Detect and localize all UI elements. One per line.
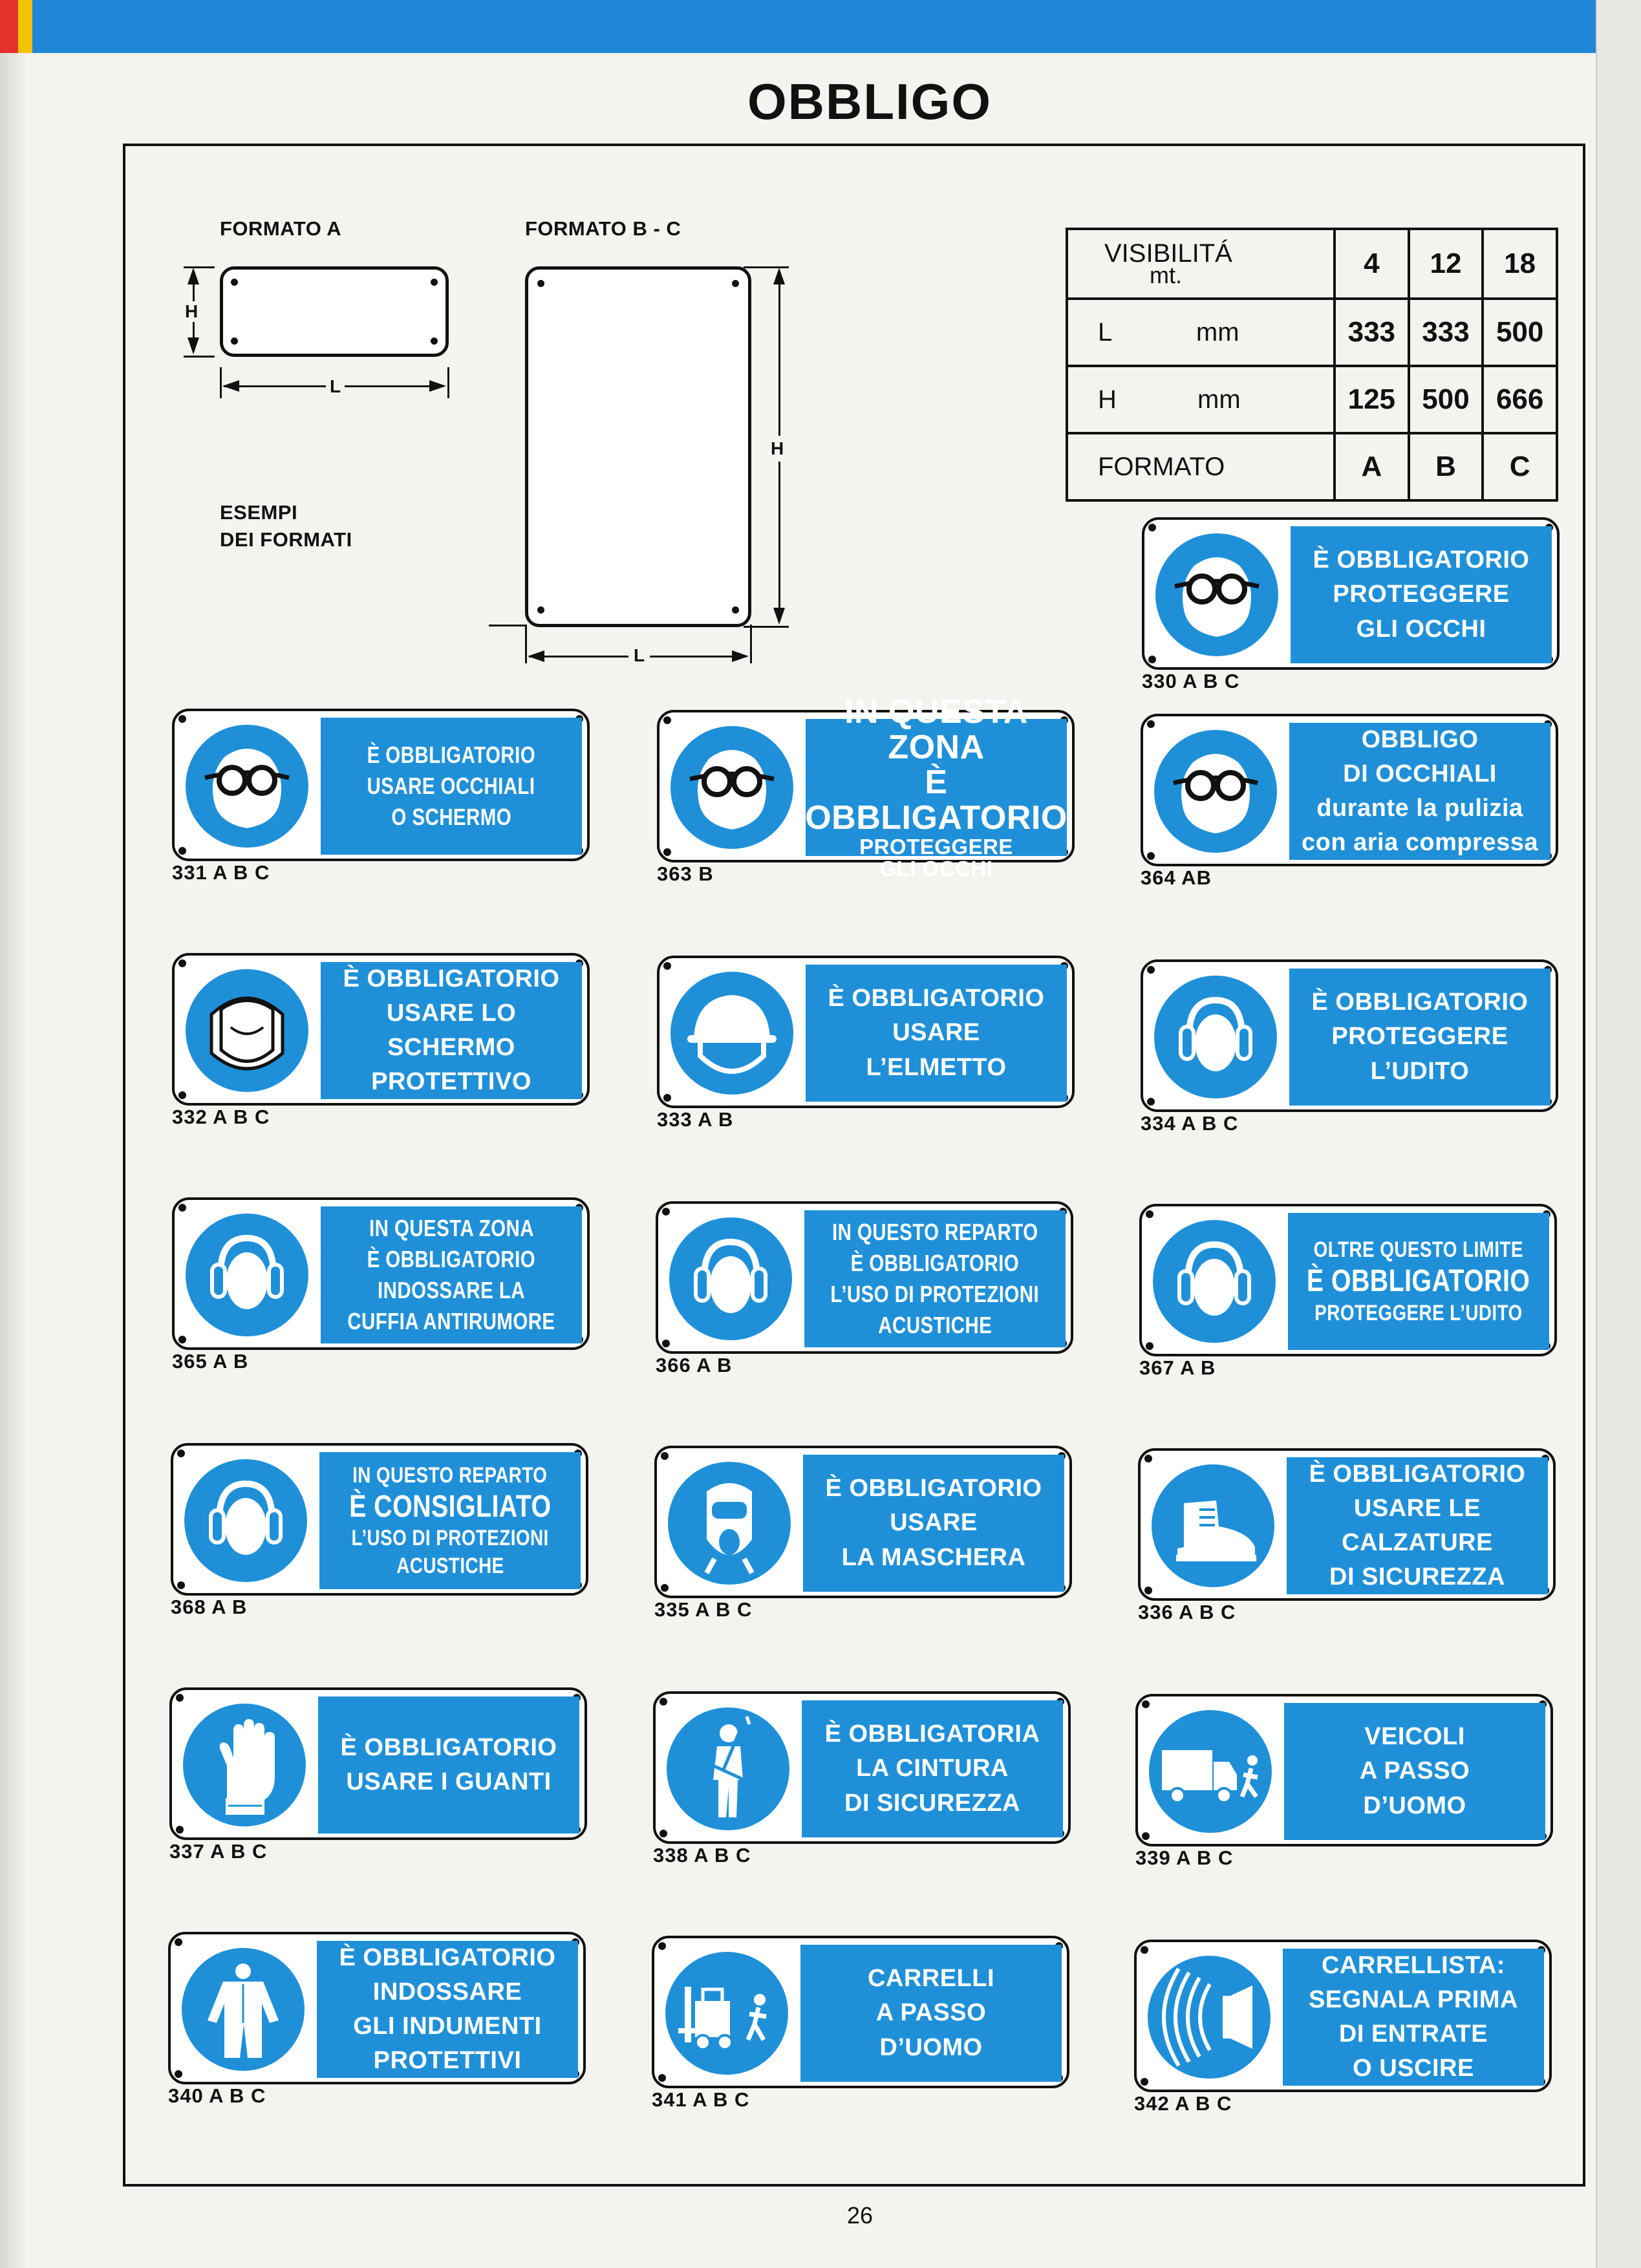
sign-368 xyxy=(171,1443,588,1596)
sign-text-panel xyxy=(802,1700,1063,1837)
mounting-hole xyxy=(178,1336,186,1343)
sign-text-panel xyxy=(1284,1703,1545,1840)
sign-code: 332 A B C xyxy=(172,1106,270,1128)
sign-code: 330 A B C xyxy=(1142,670,1240,692)
glove-icon xyxy=(181,1702,308,1828)
page-title: OBBLIGO xyxy=(747,73,992,130)
sign-text-line: A PASSO xyxy=(1359,1757,1470,1785)
visibility-header-cell xyxy=(1067,229,1335,299)
top-yellow-stripe xyxy=(18,0,32,53)
sign-text-line: PROTETTIVO xyxy=(371,1068,531,1096)
sign-text-line: PROTEGGERE xyxy=(1333,581,1510,608)
mounting-hole xyxy=(178,1091,186,1099)
sign-text-line: PROTETTIVI xyxy=(373,2047,522,2075)
table-cell: 125 xyxy=(1335,366,1409,433)
sign-text-line: O SCHERMO xyxy=(391,803,511,830)
sign-text-panel xyxy=(319,1452,581,1589)
forklift-pedestrian-icon xyxy=(663,1950,790,2077)
sign-code: 367 A B xyxy=(1139,1356,1216,1379)
sign-340 xyxy=(168,1932,586,2084)
sign-code: 365 A B xyxy=(172,1350,249,1373)
sign-text-line: L’ELMETTO xyxy=(866,1053,1007,1081)
sign-text-panel xyxy=(318,1696,579,1834)
sign-code: 337 A B C xyxy=(169,1840,268,1863)
safety-boot-icon xyxy=(1150,1462,1276,1589)
sign-text-line: È OBBLIGATORIO xyxy=(1309,1460,1526,1488)
mounting-hole xyxy=(663,962,671,970)
sign-text-line: È OBBLIGATORIO xyxy=(367,742,536,769)
sign-331 xyxy=(172,709,590,861)
visibility-unit: mt. xyxy=(1150,262,1182,288)
sign-text-panel xyxy=(1283,1949,1544,2086)
row-formato-label: FORMATO xyxy=(1098,452,1225,481)
sign-text-line: È OBBLIGATORIO xyxy=(828,985,1045,1012)
ear-protection-icon xyxy=(182,1457,309,1584)
sign-text-line: IN QUESTO REPARTO xyxy=(831,1219,1038,1246)
row-formato-label-cell xyxy=(1067,433,1335,500)
ear-protection-icon xyxy=(1151,1218,1278,1345)
sign-text-line: DI SICUREZZA xyxy=(1329,1563,1505,1591)
sign-text-line: USARE xyxy=(890,1509,978,1537)
sign-text-line: L’USO DI PROTEZIONI xyxy=(351,1526,549,1551)
row-h-label: H xyxy=(1098,385,1117,414)
mounting-hole xyxy=(663,716,671,724)
sign-text-line: USARE OCCHIALI xyxy=(367,773,535,800)
sign-339 xyxy=(1135,1694,1553,1846)
sign-332 xyxy=(172,953,590,1106)
mounting-hole xyxy=(176,1694,184,1702)
sign-code: 338 A B C xyxy=(653,1844,751,1867)
sign-336 xyxy=(1138,1448,1556,1601)
mounting-hole xyxy=(1146,1342,1153,1350)
mounting-hole xyxy=(660,1698,667,1706)
sign-text-panel xyxy=(1289,968,1550,1106)
sign-337 xyxy=(169,1687,587,1840)
sign-text-line: USARE LE xyxy=(1353,1494,1481,1522)
safety-harness-icon xyxy=(665,1706,791,1832)
sign-text-line: È OBBLIGATORIO xyxy=(340,1733,557,1761)
sign-text-line: con aria compressa xyxy=(1302,829,1538,857)
goggles-icon xyxy=(669,724,795,851)
mounting-hole xyxy=(175,2070,182,2078)
row-h-label-cell xyxy=(1067,366,1335,433)
sign-text-line: L’UDITO xyxy=(1370,1057,1470,1085)
format-a-l-label: L xyxy=(326,376,345,397)
mounting-hole xyxy=(663,848,671,856)
format-a-h-label: H xyxy=(185,301,198,321)
mounting-hole xyxy=(1141,1946,1148,1954)
sign-text-line: O USCIRE xyxy=(1353,2055,1474,2082)
mounting-hole xyxy=(1148,524,1156,531)
sign-text-line: CUFFIA ANTIRUMORE xyxy=(347,1307,555,1334)
sign-text-line: DI SICUREZZA xyxy=(844,1789,1020,1817)
sign-text-line: È OBBLIGATORIO xyxy=(1307,1264,1530,1299)
table-cell: 333 xyxy=(1409,299,1483,366)
sign-text-panel xyxy=(800,1945,1062,2082)
sign-text-line: L’USO DI PROTEZIONI xyxy=(830,1281,1040,1307)
sign-text-line: È OBBLIGATORIO xyxy=(339,1943,556,1971)
mounting-hole xyxy=(660,1830,667,1837)
table-cell: 500 xyxy=(1483,299,1557,366)
mounting-hole xyxy=(178,715,186,723)
mounting-hole xyxy=(661,1584,669,1592)
sign-333 xyxy=(657,956,1075,1108)
sign-text-panel xyxy=(321,1206,582,1343)
sign-code: 335 A B C xyxy=(654,1598,753,1621)
format-a-label: FORMATO A xyxy=(220,217,342,240)
sign-text-line: SEGNALA PRIMA xyxy=(1309,1985,1518,2013)
sign-335 xyxy=(654,1446,1072,1598)
sign-code: 363 B xyxy=(657,862,714,885)
sign-code: 368 A B xyxy=(171,1596,248,1618)
sign-text-line: È OBBLIGATORIO xyxy=(850,1250,1020,1277)
sign-code: 333 A B xyxy=(657,1108,734,1131)
row-l-unit: mm xyxy=(1196,317,1239,347)
sign-364 xyxy=(1141,714,1558,866)
helmet-icon xyxy=(669,970,795,1097)
sign-text-line: USARE LO xyxy=(386,999,517,1027)
sign-text-panel xyxy=(1288,1213,1549,1350)
mounting-hole xyxy=(658,2074,666,2082)
sign-code: 331 A B C xyxy=(172,861,270,884)
format-bc-plate xyxy=(525,266,751,627)
page-number: 26 xyxy=(846,2202,874,2229)
sign-text-line: USARE I GUANTI xyxy=(346,1768,552,1795)
sign-366 xyxy=(656,1201,1073,1354)
format-bc-label: FORMATO B - C xyxy=(525,217,681,240)
mounting-hole xyxy=(658,1942,666,1950)
mounting-hole xyxy=(1148,656,1156,663)
binding-edge xyxy=(0,53,26,2268)
sign-text-line: IN QUESTO REPARTO xyxy=(352,1462,548,1488)
examples-label: ESEMPI DEI FORMATI xyxy=(220,501,352,551)
mounting-hole xyxy=(178,847,186,855)
sign-text-line: CARRELLISTA: xyxy=(1322,1951,1505,1979)
mounting-hole xyxy=(1144,1587,1152,1594)
sign-text-line: USARE xyxy=(892,1019,980,1047)
sign-text-line: ACUSTICHE xyxy=(396,1553,504,1578)
sign-365 xyxy=(172,1197,590,1350)
sign-text-line: OLTRE QUESTO LIMITE xyxy=(1313,1237,1524,1262)
sign-text-line: OBBLIGO xyxy=(1361,725,1479,753)
sign-text-line: SCHERMO xyxy=(387,1034,515,1061)
sign-code: 342 A B C xyxy=(1134,2092,1232,2115)
sign-text-line: D’UOMO xyxy=(1363,1792,1466,1819)
sign-text-panel xyxy=(806,965,1067,1102)
sign-text-line: ACUSTICHE xyxy=(878,1311,992,1338)
sign-code: 366 A B xyxy=(656,1354,733,1376)
sign-code: 341 A B C xyxy=(652,2088,750,2111)
sign-text-line: IN QUESTA ZONA xyxy=(844,693,1028,766)
visibility-header: VISIBILITÁ xyxy=(1104,239,1232,268)
sign-code: 339 A B C xyxy=(1135,1846,1234,1869)
mounting-hole xyxy=(662,1208,670,1215)
format-bc-h-label: H xyxy=(771,436,784,462)
table-cell: 500 xyxy=(1409,366,1483,433)
sign-text-line: È CONSIGLIATO xyxy=(349,1490,552,1524)
visibility-table xyxy=(1066,228,1558,502)
mounting-hole xyxy=(1142,1700,1150,1708)
face-shield-icon xyxy=(184,967,310,1094)
vis-col-4: 4 xyxy=(1335,229,1409,299)
table-cell: A xyxy=(1335,433,1409,500)
sign-text-line: LA CINTURA xyxy=(856,1755,1009,1782)
mounting-hole xyxy=(1147,720,1155,728)
mounting-hole xyxy=(178,959,186,967)
mounting-hole xyxy=(177,1581,185,1589)
sign-code: 340 A B C xyxy=(168,2084,266,2107)
sign-code: 336 A B C xyxy=(1138,1601,1236,1623)
top-color-bar xyxy=(0,0,1597,53)
mask-icon xyxy=(666,1460,793,1587)
table-cell: B xyxy=(1409,433,1483,500)
mounting-hole xyxy=(661,1452,669,1460)
vis-col-12: 12 xyxy=(1409,229,1483,299)
sign-text-line: CALZATURE xyxy=(1342,1529,1493,1556)
sign-367 xyxy=(1139,1204,1557,1356)
mounting-hole xyxy=(1146,1210,1153,1218)
sign-code: 364 AB xyxy=(1141,866,1212,889)
sign-text-line: INDOSSARE xyxy=(372,1978,522,2006)
sign-text-panel xyxy=(804,1210,1066,1347)
sign-text-line: VEICOLI xyxy=(1364,1723,1465,1751)
mounting-hole xyxy=(1147,966,1155,974)
table-cell: C xyxy=(1483,433,1557,500)
sign-text-line: INDOSSARE LA xyxy=(378,1277,525,1303)
table-cell: 333 xyxy=(1335,299,1409,366)
mounting-hole xyxy=(1141,2078,1148,2086)
table-cell: 666 xyxy=(1483,366,1557,433)
row-l-label: L xyxy=(1098,317,1111,347)
sign-text-line: PROTEGGERE xyxy=(1331,1023,1508,1051)
sign-text-line: È OBBLIGATORIO xyxy=(343,965,560,992)
mounting-hole xyxy=(663,1094,671,1102)
sign-text-line: A PASSO xyxy=(875,1999,987,2027)
format-a-plate xyxy=(220,266,449,357)
mounting-hole xyxy=(1147,1098,1155,1106)
sign-text-line: D’UOMO xyxy=(879,2033,983,2061)
sign-text-panel xyxy=(805,693,1067,881)
overalls-icon xyxy=(180,1946,306,2073)
sign-text-panel xyxy=(1287,1457,1548,1594)
goggles-icon xyxy=(184,723,310,850)
sign-text-line: GLI INDUMENTI xyxy=(353,2013,542,2040)
ear-protection-icon xyxy=(1152,974,1279,1100)
sign-text-panel xyxy=(803,1455,1064,1592)
format-bc-l-label: L xyxy=(628,645,650,666)
goggles-icon xyxy=(1153,531,1280,658)
ear-protection-icon xyxy=(184,1212,310,1338)
next-page-edge xyxy=(1596,0,1641,2268)
mounting-hole xyxy=(178,1204,186,1212)
sign-text-line: È OBBLIGATORIO xyxy=(367,1246,536,1273)
mounting-hole xyxy=(176,1826,184,1834)
sign-text-panel xyxy=(1289,723,1550,860)
horn-icon xyxy=(1146,1954,1272,2081)
ear-protection-icon xyxy=(667,1215,794,1342)
sign-text-panel xyxy=(317,1941,578,2078)
sign-text-line: È OBBLIGATORIA xyxy=(824,1720,1040,1748)
mounting-hole xyxy=(177,1450,185,1457)
mounting-hole xyxy=(662,1340,670,1347)
sign-text-panel xyxy=(1291,526,1552,663)
sign-text-line: CARRELLI xyxy=(867,1965,995,1993)
sign-text-line: LA MASCHERA xyxy=(841,1543,1026,1571)
vis-col-18: 18 xyxy=(1483,229,1557,299)
sign-text-line: È OBBLIGATORIO xyxy=(1313,546,1530,574)
sign-text-line: DI OCCHIALI xyxy=(1343,760,1497,787)
row-l-label-cell xyxy=(1067,299,1335,366)
sign-text-line: È OBBLIGATORIO xyxy=(825,1475,1042,1503)
sign-text-line: È OBBLIGATORIO xyxy=(805,764,1067,837)
sign-330 xyxy=(1142,517,1560,670)
sign-text-line: GLI OCCHI xyxy=(879,857,993,881)
sign-338 xyxy=(653,1691,1071,1844)
sign-text-line: È OBBLIGATORIO xyxy=(1311,989,1528,1016)
row-h-unit: mm xyxy=(1197,385,1241,414)
sign-text-line: PROTEGGERE L’UDITO xyxy=(1314,1300,1523,1325)
sign-text-line: IN QUESTA ZONA xyxy=(369,1215,534,1242)
mounting-hole xyxy=(1142,1832,1150,1840)
sign-341 xyxy=(652,1936,1069,2088)
sign-text-panel xyxy=(321,962,582,1099)
sign-text-line: DI ENTRATE xyxy=(1338,2020,1488,2048)
sign-text-panel xyxy=(321,718,582,855)
mounting-hole xyxy=(1144,1455,1152,1462)
mounting-hole xyxy=(175,1938,182,1946)
sign-code: 334 A B C xyxy=(1141,1112,1239,1135)
mounting-hole xyxy=(1147,852,1155,860)
truck-pedestrian-icon xyxy=(1147,1708,1274,1835)
sign-text-line: GLI OCCHI xyxy=(1356,615,1486,643)
sign-text-line: durante la pulizia xyxy=(1316,795,1523,822)
sign-334 xyxy=(1141,959,1558,1112)
top-red-stripe xyxy=(0,0,18,53)
sign-342 xyxy=(1134,1940,1552,2092)
sign-text-line: PROTEGGERE xyxy=(859,834,1013,859)
goggles-icon xyxy=(1152,728,1279,855)
